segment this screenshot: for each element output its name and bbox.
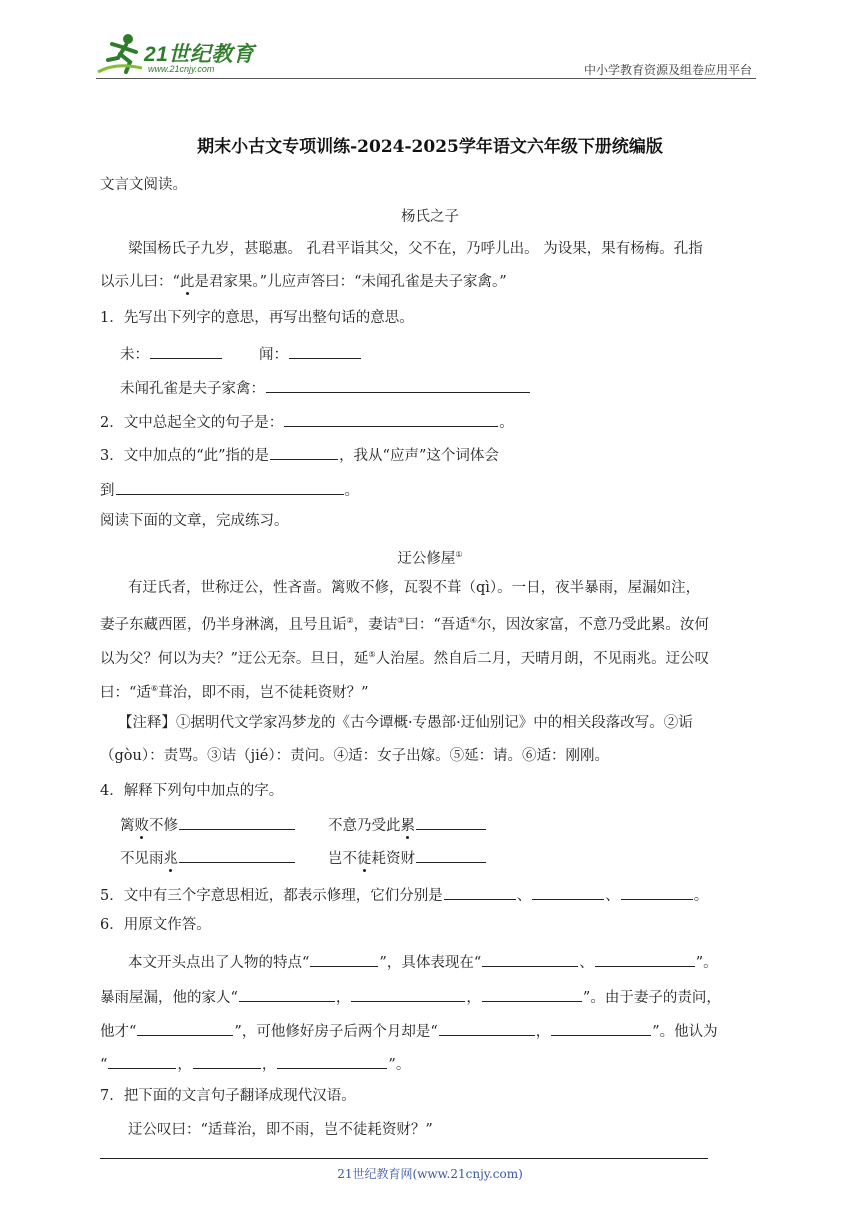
p2-l2-d: 尔，因汝家富，不意乃受此累。汝何 — [476, 616, 709, 633]
q6-stem: 6．用原文作答。 — [100, 917, 211, 933]
header-divider — [96, 78, 756, 79]
q3-blank2[interactable] — [116, 478, 344, 495]
q6-blank2[interactable] — [482, 950, 578, 967]
q6-blank12[interactable] — [277, 1052, 387, 1069]
q6-blank5[interactable] — [351, 985, 465, 1002]
note-ref-6: ⑥ — [150, 684, 159, 693]
q7-sentence: 迂公叹曰：“适葺治，即不雨，岂不徒耗资财？” — [128, 1122, 433, 1138]
q4-blank4[interactable] — [416, 846, 486, 863]
p2-l3-a: 以为父？何以为夫？”迂公无奈。旦日，延 — [100, 650, 369, 667]
logo-url: www.21cnjy.com — [148, 64, 215, 74]
q5-sep2: 、 — [605, 888, 620, 904]
passage2-title — [0, 545, 860, 569]
q4-i1-b: 不修 — [149, 818, 178, 834]
p2-l4-a: 曰：“适 — [100, 684, 151, 701]
runner-logo-icon — [96, 32, 146, 76]
dotted-char-bai: 败 — [134, 818, 149, 834]
q5-stem: 5．文中有三个字意思相近，都表示修理，它们分别是 — [100, 888, 443, 904]
q2-blank[interactable] — [284, 410, 498, 427]
dotted-char-lei: 累 — [400, 818, 415, 834]
q7-stem: 7．把下面的文言句子翻译成现代汉语。 — [100, 1088, 356, 1104]
logo-text: 21世纪教育 — [144, 43, 255, 66]
q1-label-sentence: 未闻孔雀是夫子家禽： — [120, 381, 265, 397]
q6-l1-b: ”，具体表现在“ — [379, 955, 482, 971]
q1-label-wen: 闻： — [259, 347, 288, 363]
q3-stem-b: ，我从“应声”这个词体会 — [339, 448, 499, 464]
q4-blank2[interactable] — [416, 813, 486, 830]
q6-l4-c: ， — [261, 1057, 277, 1073]
q3-blank1[interactable] — [270, 443, 338, 460]
notes-line1 — [118, 713, 693, 733]
q4-i3-a: 不见雨 — [120, 851, 164, 867]
q4-blank1[interactable] — [179, 813, 295, 830]
q5-blank2[interactable] — [532, 883, 604, 900]
q4-row1 — [120, 813, 487, 836]
passage2-line3 — [100, 645, 709, 669]
p2-l2-c: 曰：“吾适 — [404, 616, 470, 633]
q6-l4-a: “ — [100, 1057, 108, 1073]
p2-l2-b: ，妻诘 — [353, 616, 398, 633]
passage1-line2-a: 以示儿曰：“ — [100, 274, 180, 290]
q6-l1-a: 本文开头点出了人物的特点“ — [128, 955, 310, 971]
passage1-line2-b: 是君家果。”儿应声答曰：“未闻孔雀是夫子家禽。” — [194, 274, 507, 290]
q6-l3-c: ， — [535, 1024, 551, 1040]
intro2-text: 阅读下面的文章，完成练习。 — [100, 513, 289, 529]
q6-l4-d: ”。 — [388, 1057, 411, 1073]
q6-row2 — [100, 985, 721, 1008]
q4-i4-b: 耗资财 — [371, 851, 415, 867]
notes-text1: ①据明代文学家冯梦龙的《古今谭概·专愚部·迂仙别记》中的相关段落改写。②诟 — [176, 715, 693, 731]
dotted-char-ci: 此 — [179, 274, 195, 290]
passage1-title: 杨氏之子 — [401, 209, 459, 225]
q6-l2-a: 暴雨屋漏，他的家人“ — [100, 990, 238, 1006]
q6-l1-d: ”。 — [695, 955, 718, 971]
notes-label: 【注释】 — [118, 715, 176, 731]
note-ref-3: ③ — [397, 616, 405, 625]
passage1-line2 — [100, 272, 507, 292]
q6-blank4[interactable] — [239, 985, 335, 1002]
q6-blank3[interactable] — [595, 950, 695, 967]
q6-l3-d: ”。他认为 — [652, 1024, 718, 1040]
q1-blank-wen[interactable] — [289, 342, 361, 359]
dotted-char-tu: 徒 — [357, 851, 372, 867]
q1-row-sentence — [120, 376, 531, 399]
passage1-line1: 梁国杨氏子九岁，甚聪惠。 孔君平诣其父，父不在，乃呼儿出。 为设果，果有杨梅。孔指 — [128, 241, 703, 257]
q1-blank-wei[interactable] — [150, 342, 222, 359]
passage2-line1: 有迂氏者，世称迂公，性吝啬。篱败不修，瓦裂不葺（qì）。一日，夜半暴雨，屋漏如注， — [128, 580, 701, 596]
dotted-char-zhao: 兆 — [163, 851, 178, 867]
q4-i4-a: 岂不 — [328, 851, 357, 867]
q6-row1 — [128, 950, 718, 973]
q6-blank6[interactable] — [482, 985, 582, 1002]
q5-blank1[interactable] — [444, 883, 516, 900]
q3-line2-a: 到 — [100, 483, 115, 499]
q5-end: 。 — [693, 888, 709, 904]
passage2-line4 — [100, 679, 369, 703]
footer-divider — [100, 1158, 708, 1159]
p2-l4-b: 葺治，即不雨，岂不徒耗资财？” — [158, 684, 369, 701]
q5-row — [100, 883, 708, 906]
q4-i2-a: 不意乃受此 — [328, 818, 401, 834]
q3-row1 — [100, 443, 499, 466]
q4-blank3[interactable] — [179, 846, 295, 863]
q6-l2-c: ， — [466, 990, 481, 1006]
q6-l2-d: ”。由于妻子的责问， — [582, 990, 721, 1006]
q2-end: 。 — [499, 415, 514, 431]
footer-link[interactable]: 21世纪教育网(www.21cnjy.com) — [337, 1167, 523, 1181]
q3-stem-a: 3．文中加点的“此”指的是 — [100, 448, 270, 464]
q6-l4-b: ， — [177, 1057, 192, 1073]
page-header — [96, 28, 756, 80]
q6-l1-c: 、 — [579, 955, 594, 971]
p2-l2-a: 妻子东藏西匿，仍半身淋漓，且号且诟 — [100, 616, 347, 633]
q6-blank9[interactable] — [551, 1019, 651, 1036]
q3-row2 — [100, 478, 359, 501]
q6-l3-a: 他才“ — [100, 1024, 137, 1040]
notes-line2: （gòu）：责骂。③诘（jié）：责问。④适：女子出嫁。⑤延：请。⑥适：刚刚。 — [100, 748, 610, 764]
q4-stem: 4．解释下列句中加点的字。 — [100, 783, 284, 799]
q1-label-wei: 未： — [120, 347, 149, 363]
site-logo — [96, 32, 266, 76]
q6-l2-b: ， — [335, 990, 351, 1006]
passage2-title-text: 迂公修屋 — [397, 550, 456, 567]
passage2-line2 — [100, 611, 709, 635]
q6-blank11[interactable] — [193, 1052, 261, 1069]
q3-end: 。 — [344, 483, 359, 499]
q4-i1-a: 篱 — [120, 818, 135, 834]
p2-l3-b: 人治屋。然自后二月，天晴月朗，不见雨兆。迂公叹 — [375, 650, 710, 667]
page-title: 期末小古文专项训练-2024-2025学年语文六年级下册统编版 — [197, 137, 663, 157]
q6-blank7[interactable] — [137, 1019, 233, 1036]
q1-blank-sentence[interactable] — [266, 376, 530, 393]
q5-sep1: 、 — [516, 888, 532, 904]
q6-row3 — [100, 1019, 718, 1042]
q6-blank8[interactable] — [439, 1019, 535, 1036]
q2-row — [100, 410, 514, 433]
note-ref-5: ⑤ — [368, 650, 376, 659]
q6-blank1[interactable] — [310, 950, 378, 967]
q1-stem: 1．先写出下列字的意思，再写出整句话的意思。 — [100, 310, 414, 326]
note-ref-2: ② — [346, 616, 354, 625]
q2-stem: 2．文中总起全文的句子是： — [100, 415, 284, 431]
note-ref-4: ④ — [469, 616, 477, 625]
q6-blank10[interactable] — [108, 1052, 176, 1069]
q5-blank3[interactable] — [621, 883, 693, 900]
q6-row4 — [100, 1052, 410, 1075]
intro-text: 文言文阅读。 — [100, 177, 187, 193]
q4-row2 — [120, 846, 487, 869]
q6-l3-b: ”，可他修好房子后两个月却是“ — [234, 1024, 438, 1040]
q1-row-words — [120, 342, 362, 365]
passage2-title-note: ① — [455, 550, 463, 559]
platform-name: 中小学教育资源及组卷应用平台 — [583, 63, 752, 77]
